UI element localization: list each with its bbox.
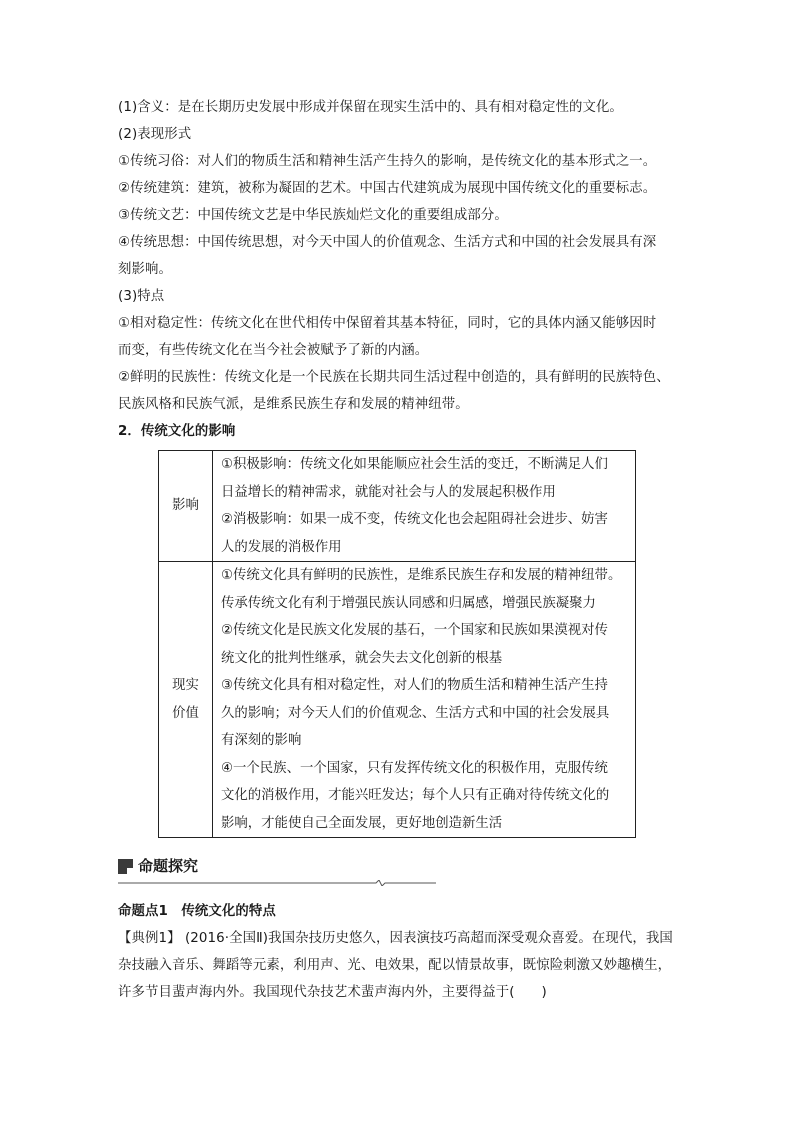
feature-ethnicity-cont: 民族风格和民族气派，是维系民族生存和发展的精神纽带。 bbox=[118, 397, 469, 412]
content-line: ①传统文化具有鲜明的民族性，是维系民族生存和发展的精神纽带。 bbox=[221, 568, 622, 583]
label-value-line1: 现实 bbox=[172, 677, 199, 693]
table-row bbox=[159, 562, 636, 838]
influence-table bbox=[158, 450, 636, 838]
feature-stability: ①相对稳定性：传统文化在世代相传中保留着其基本特征，同时，它的具体内涵又能够因时 bbox=[118, 316, 657, 331]
table-content-cell bbox=[213, 451, 636, 562]
feature-stability-cont: 而变，有些传统文化在当今社会被赋予了新的内涵。 bbox=[118, 343, 429, 358]
section-header bbox=[118, 856, 436, 882]
content-line: 统文化的批判性继承，就会失去文化创新的根基 bbox=[221, 650, 503, 666]
content-line: 日益增长的精神需求，就能对社会与人的发展起积极作用 bbox=[221, 484, 556, 500]
content-line: ②传统文化是民族文化发展的基石，一个国家和民族如果漠视对传 bbox=[221, 623, 608, 638]
content-line: 传承传统文化有利于增强民族认同感和归属感，增强民族凝聚力 bbox=[221, 595, 596, 611]
table-content-cell bbox=[213, 562, 636, 838]
label-value-line2: 价值 bbox=[172, 705, 199, 721]
table-label-cell bbox=[159, 562, 213, 838]
section-square-icon bbox=[118, 859, 133, 874]
form-arts: ③传统文艺：中国传统文艺是中华民族灿烂文化的重要组成部分。 bbox=[118, 208, 508, 223]
content-line: ②消极影响：如果一成不变，传统文化也会起阻碍社会进步、妨害 bbox=[221, 512, 608, 527]
forms-heading: (2)表现形式 bbox=[118, 127, 192, 142]
form-thought-cont: 刻影响。 bbox=[118, 262, 172, 277]
influence-heading: 2．传统文化的影响 bbox=[118, 424, 236, 439]
label-influence: 影响 bbox=[172, 498, 199, 513]
section-title: 命题探究 bbox=[138, 857, 199, 875]
table-label-cell bbox=[159, 451, 213, 562]
content-line: ①积极影响：传统文化如果能顺应社会生活的变迁，不断满足人们 bbox=[221, 457, 608, 472]
content-line: 久的影响；对今天人们的价值观念、生活方式和中国的社会发展具 bbox=[221, 705, 610, 721]
form-thought: ④传统思想：中国传统思想，对今天中国人的价值观念、生活方式和中国的社会发展具有深 bbox=[118, 235, 657, 250]
content-line: ③传统文化具有相对稳定性，对人们的物质生活和精神生活产生持 bbox=[221, 678, 608, 693]
table-row bbox=[159, 451, 636, 562]
example-line: 许多节目蜚声海内外。我国现代杂技艺术蜚声海内外，主要得益于( ) bbox=[118, 985, 547, 1000]
feature-ethnicity: ②鲜明的民族性：传统文化是一个民族在长期共同生活过程中创造的，具有鲜明的民族特色、 bbox=[118, 370, 670, 385]
content-line: 人的发展的消极作用 bbox=[221, 539, 342, 555]
features-heading: (3)特点 bbox=[118, 289, 165, 304]
content-line: 文化的消极作用，才能兴旺发达；每个人只有正确对待传统文化的 bbox=[221, 788, 610, 803]
example-line: 【典例1】 (2016·全国Ⅱ)我国杂技历史悠久，因表演技巧高超而深受观众喜爱。在现代，我国 bbox=[118, 931, 673, 946]
section-rule-divider bbox=[118, 880, 436, 886]
form-customs: ①传统习俗：对人们的物质生活和精神生活产生持久的影响，是传统文化的基本形式之一。 bbox=[118, 154, 657, 169]
definition-line: (1)含义：是在长期历史发展中形成并保留在现实生活中的、具有相对稳定性的文化。 bbox=[118, 100, 623, 115]
content-line: 影响，才能使自己全面发展，更好地创造新生活 bbox=[221, 815, 503, 831]
form-architecture: ②传统建筑：建筑，被称为凝固的艺术。中国古代建筑成为展现中国传统文化的重要标志。 bbox=[118, 181, 657, 196]
content-line: 有深刻的影响 bbox=[221, 733, 302, 748]
point-title: 命题点1 传统文化的特点 bbox=[118, 904, 276, 919]
content-line: ④一个民族、一个国家，只有发挥传统文化的积极作用，克服传统 bbox=[221, 760, 608, 776]
example-line: 杂技融入音乐、舞蹈等元素，利用声、光、电效果，配以情景故事，既惊险刺激又妙趣横生， bbox=[118, 958, 672, 973]
